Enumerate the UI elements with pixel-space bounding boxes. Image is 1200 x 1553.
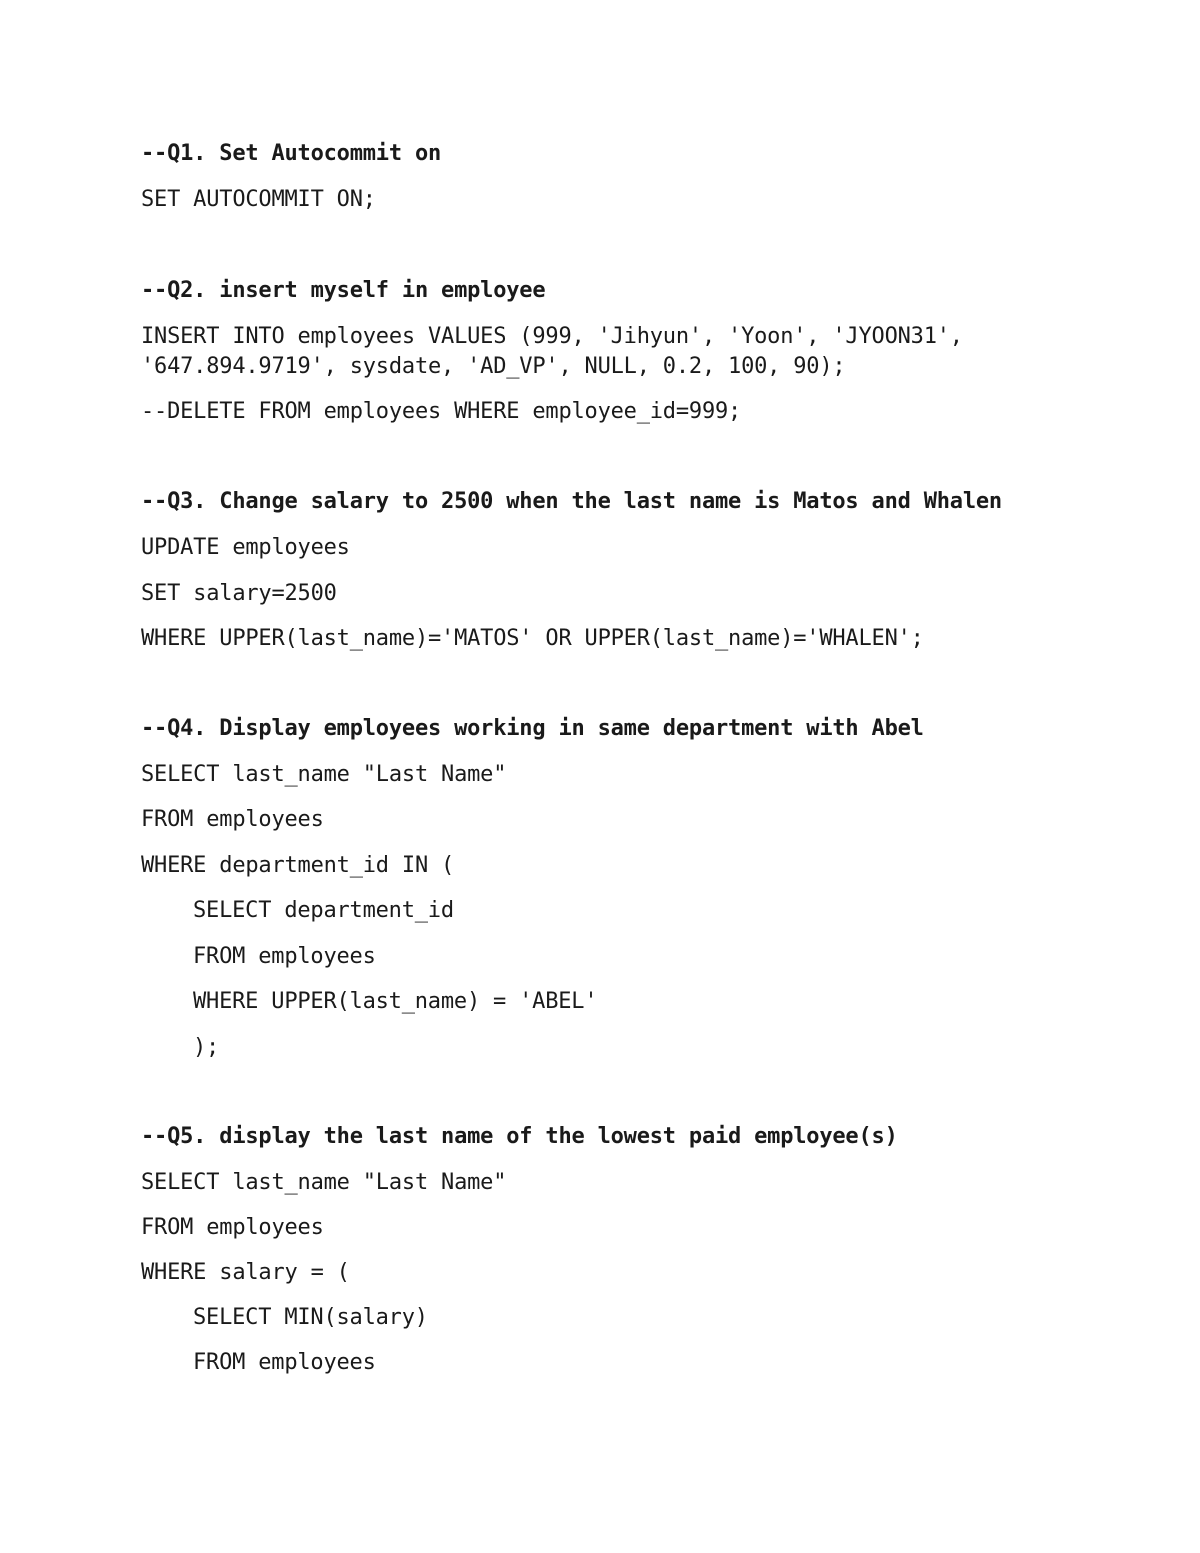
q5-code-line: SELECT last_name "Last Name": [141, 1170, 507, 1195]
q4-code-line: SELECT department_id: [193, 898, 454, 923]
q3-comment: --Q3. Change salary to 2500 when the last name is Matos and Whalen: [141, 489, 1002, 514]
q2-code-line: '647.894.9719', sysdate, 'AD_VP', NULL, 0.2, 100, 90);: [141, 354, 846, 379]
q1-comment: --Q1. Set Autocommit on: [141, 141, 442, 166]
q2-code-line: --DELETE FROM employees WHERE employee_id=999;: [141, 399, 742, 424]
q1-code-line: SET AUTOCOMMIT ON;: [141, 187, 376, 212]
q3-code-line: WHERE UPPER(last_name)='MATOS' OR UPPER(last_name)='WHALEN';: [141, 626, 924, 651]
q4-code-line: WHERE UPPER(last_name) = 'ABEL': [193, 989, 598, 1014]
q5-code-line: FROM employees: [141, 1215, 324, 1240]
q4-code-line: );: [193, 1035, 220, 1060]
q3-code-line: SET salary=2500: [141, 581, 337, 606]
q5-code-line: SELECT MIN(salary): [193, 1305, 428, 1330]
q4-code-line: SELECT last_name "Last Name": [141, 762, 507, 787]
q2-code-line: INSERT INTO employees VALUES (999, 'Jihyun', 'Yoon', 'JYOON31',: [141, 324, 963, 349]
q3-code-line: UPDATE employees: [141, 535, 350, 560]
q4-comment: --Q4. Display employees working in same department with Abel: [141, 716, 924, 741]
q5-code-line: WHERE salary = (: [141, 1260, 350, 1285]
q5-comment: --Q5. display the last name of the lowest paid employee(s): [141, 1124, 898, 1149]
q4-code-line: WHERE department_id IN (: [141, 853, 455, 878]
q2-comment: --Q2. insert myself in employee: [141, 278, 546, 303]
q4-code-line: FROM employees: [141, 807, 324, 832]
q5-code-line: FROM employees: [193, 1350, 376, 1375]
q4-code-line: FROM employees: [193, 944, 376, 969]
